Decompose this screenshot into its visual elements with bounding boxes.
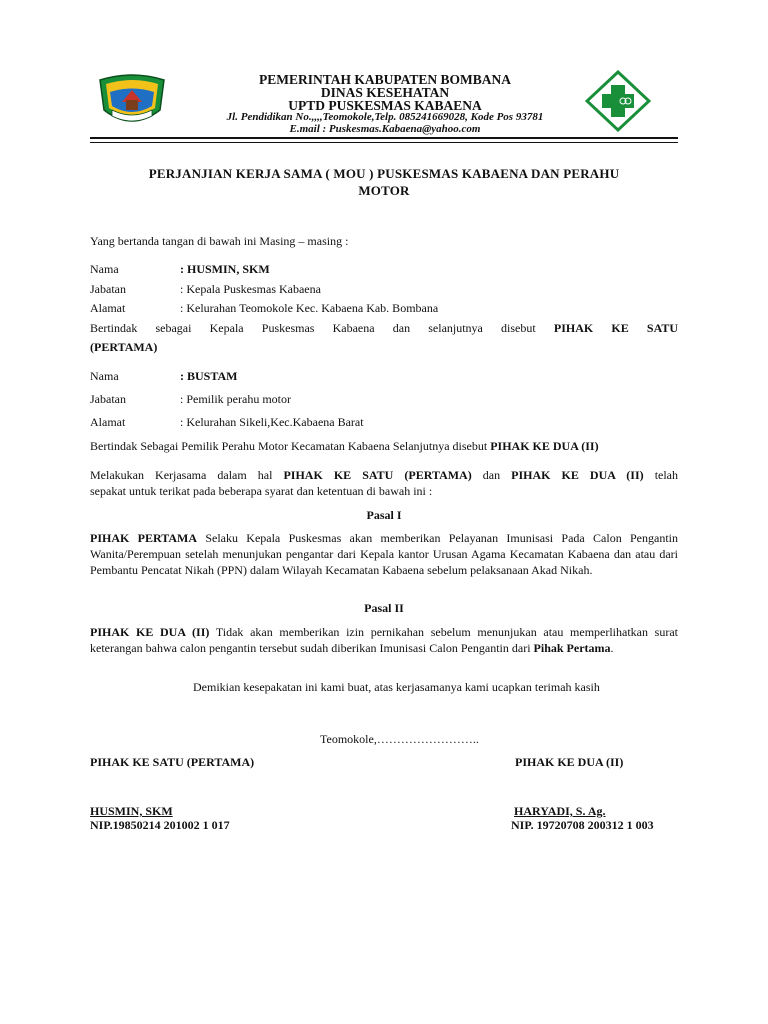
party1-address-label: Alamat	[90, 301, 126, 315]
signature-right-name: HARYADI, S. Ag.	[514, 804, 606, 818]
intro-text: Yang bertanda tangan di bawah ini Masing – masing :	[90, 234, 349, 248]
signature-left-nip: NIP.19850214 201002 1 017	[90, 818, 230, 832]
letterhead-unit: UPTD PUSKESMAS KABAENA	[288, 98, 482, 113]
pasal1-heading: Pasal I	[366, 508, 402, 522]
agreement-party2: PIHAK KE DUA (II)	[511, 468, 644, 482]
pasal1-bold: PIHAK PERTAMA	[90, 531, 197, 545]
closing-statement: Demikian kesepakatan ini kami buat, atas kerjasamanya kami ucapkan terimah kasih	[193, 680, 600, 694]
title-line-2: MOTOR	[358, 183, 410, 198]
party2-role-text: Bertindak Sebagai Pemilik Perahu Motor Kecamatan Kabaena Selanjutnya disebut	[90, 439, 488, 453]
party1-name-label: Nama	[90, 262, 119, 276]
agreement-line-2: sepakat untuk terikat pada beberapa syarat dan ketentuan di bawah ini :	[90, 484, 433, 498]
party1-name-value: : HUSMIN, SKM	[180, 262, 270, 276]
letterhead-department: DINAS KESEHATAN	[320, 85, 450, 100]
party2-name-label: Nama	[90, 369, 119, 383]
signature-right-title: PIHAK KE DUA (II)	[515, 755, 624, 769]
party1-job-value: : Kepala Puskesmas Kabaena	[180, 282, 321, 296]
party1-role-bold-2: (PERTAMA)	[90, 340, 158, 354]
pasal2-end: .	[610, 641, 614, 655]
letterhead-rule-thick	[90, 137, 678, 139]
pasal1-body	[90, 530, 678, 578]
party2-name-value: : BUSTAM	[180, 369, 238, 383]
party2-job-value: : Pemilik perahu motor	[180, 392, 291, 406]
party2-role-line	[90, 438, 678, 454]
pasal2-bold: PIHAK KE DUA (II)	[90, 625, 210, 639]
pasal1-text: Selaku Kepala Puskesmas akan memberikan Pelayanan Imunisasi Pada Calon Pengantin Wanita/Perempuan setelah menunjukan pengantar dari Kepala kantor Urusan Agama Kecamatan Kabaena dan atau dari Pembantu Pencatat Nikah (PPN) dalam Wilayah Kecamatan Kabaena sebelum pelaksanaan Akad Nikah.	[90, 531, 678, 577]
letterhead-rule-thin	[90, 142, 678, 143]
pasal2-body	[90, 624, 678, 656]
party1-job-label: Jabatan	[90, 282, 126, 296]
title-line-1: PERJANJIAN KERJA SAMA ( MOU ) PUSKESMAS KABAENA DAN PERAHU	[148, 166, 620, 181]
party1-role-bold: PIHAK KE SATU	[553, 321, 679, 335]
pasal2-bold-end: Pihak Pertama	[533, 641, 611, 655]
party2-role-bold: PIHAK KE DUA (II)	[490, 439, 599, 453]
agreement-text-2: dan	[482, 468, 501, 482]
agreement-text-3: telah	[654, 468, 679, 482]
agreement-text-1: Melakukan Kerjasama dalam hal	[90, 468, 273, 482]
letterhead-email: E.mail : Puskesmas.Kabaena@yahoo.com	[289, 123, 481, 135]
signature-left-name: HUSMIN, SKM	[90, 804, 173, 818]
agreement-party1: PIHAK KE SATU (PERTAMA)	[283, 468, 472, 482]
place-date: Teomokole,……………………..	[320, 732, 479, 746]
letterhead-address: Jl. Pendidikan No.,,,,Teomokole,Telp. 085241669028, Kode Pos 93781	[226, 111, 544, 123]
signature-left-title: PIHAK KE SATU (PERTAMA)	[90, 755, 255, 769]
signature-right-nip: NIP. 19720708 200312 1 003	[511, 818, 654, 832]
party2-job-label: Jabatan	[90, 392, 126, 406]
party1-role-line	[90, 320, 678, 336]
agreement-line-1	[90, 467, 678, 483]
party2-address-label: Alamat	[90, 415, 126, 429]
document-title	[100, 165, 668, 199]
party1-address-value: : Kelurahan Teomokole Kec. Kabaena Kab. Bombana	[180, 301, 439, 315]
party2-address-value: : Kelurahan Sikeli,Kec.Kabaena Barat	[180, 415, 364, 429]
letterhead-government: PEMERINTAH KABUPATEN BOMBANA	[258, 72, 511, 87]
pasal2-heading: Pasal II	[364, 601, 404, 615]
party1-role-text: Bertindak sebagai Kepala Puskesmas Kabaena dan selanjutnya disebut	[90, 321, 536, 335]
pasal2-text: Tidak akan memberikan izin pernikahan sebelum menunjukan atau memperlihatkan surat keterangan bahwa calon pengantin tersebut sudah diberikan Imunisasi Calon Pengantin dari	[90, 625, 679, 655]
